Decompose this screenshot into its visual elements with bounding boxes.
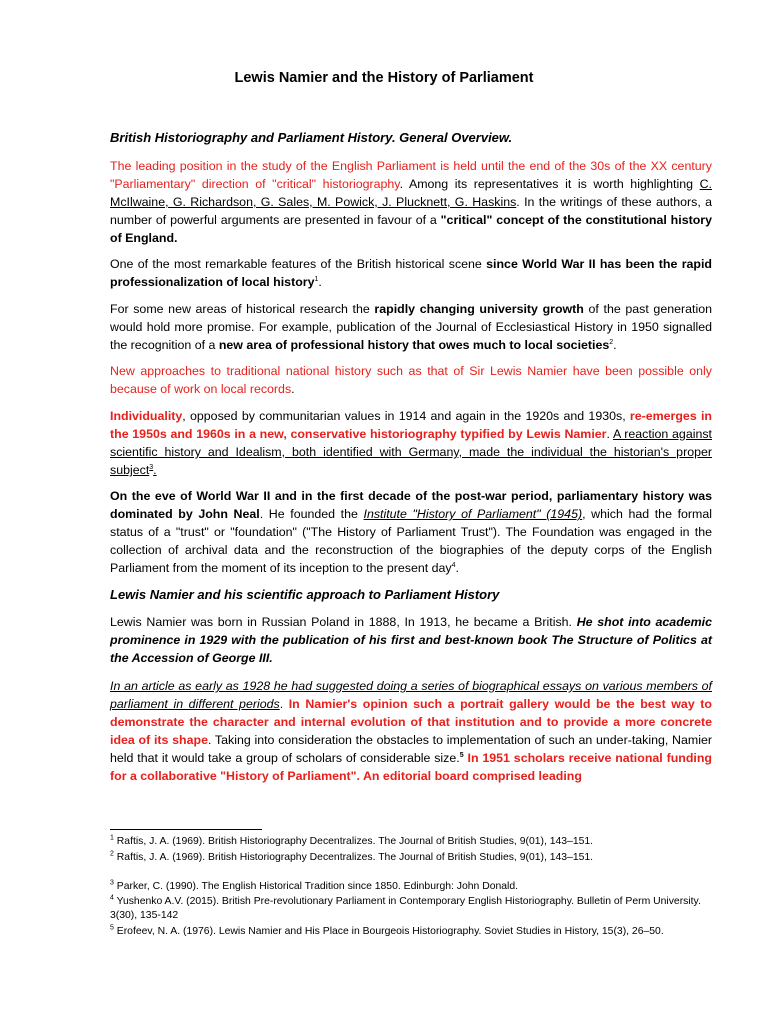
body-text: .: [279, 697, 289, 711]
footnote-text: Raftis, J. A. (1969). British Historiography Decentralizes. The Journal of British Studies, 9(01), 143–151.: [113, 852, 594, 863]
highlight-text: In Namier's opinion such a portrait gallery would be the best way to demonstrate the character and internal evolution of that institution and to provide a more concrete idea of its shape: [110, 697, 713, 747]
section-heading-overview: British Historiography and Parliament History. General Overview.: [110, 130, 513, 145]
bold-text: "critical" concept of the constitutional history of England.: [110, 213, 712, 245]
body-text: One of the most remarkable features of the British historical scene: [110, 257, 487, 271]
body-text: Lewis Namier was born in Russian Poland in 1888, In 1913, he became a British.: [110, 615, 577, 629]
footnote-1: [110, 835, 710, 849]
institute-name: Institute "History of Parliament" (1945): [363, 507, 583, 521]
paragraph-john-neal: [110, 487, 712, 577]
highlight-text: The leading position in the study of the English Parliament is held until the end of the 30s of the XX century "Parliamentary" direction of "critical" historiography: [110, 159, 712, 191]
underlined-italic-text: In an article as early as 1928 he had suggested doing a series of biographical essays on various members of parliament in different periods: [110, 679, 712, 711]
body-text: .: [291, 382, 295, 396]
bold-text: On the eve of World War II and in the first decade of the post-war period, parliamentary history was dominated by John Neal: [110, 489, 712, 521]
footnote-2: [110, 851, 710, 865]
body-text: , which had the formal status of a "trust" or "foundation" ("The History of Parliament Trust"). The Foundation was engaged in the collection of archival data and the reconstruction of the biographies of the deputy corps of the English Parliament from the moment of its inception to the present day: [110, 507, 713, 575]
highlight-text: In 1951 scholars receive national funding for a collaborative "History of Parliament". An editorial board comprised leading: [110, 751, 712, 783]
body-text: . He founded the: [259, 507, 364, 521]
bold-text: since World War II has been the rapid professionalization of local history: [110, 257, 713, 289]
footnote-ref: 4: [451, 561, 456, 569]
highlight-text: re-emerges in the 1950s and 1960s in a new, conservative historiography typified by Lewis Namier: [110, 409, 712, 441]
bold-text: new area of professional history that owes much to local societies: [218, 338, 610, 352]
author-names: C. McIlwaine, G. Richardson, G. Sales, M. Powick, J. Plucknett, G. Haskins: [110, 177, 712, 209]
footnote-number: 2: [110, 850, 114, 858]
section-heading-namier: Lewis Namier and his scientific approach to Parliament History: [110, 587, 500, 602]
footnote-text: Yushenko A.V. (2015). British Pre-revolutionary Parliament in Contemporary English Historiography. Bulletin of Perm University. 3(30), 135-142: [110, 896, 701, 921]
footnote-5: [110, 925, 710, 939]
footnote-ref: 5: [459, 751, 464, 759]
paragraph-individuality: [110, 407, 712, 479]
paragraph-local-history: [110, 255, 712, 291]
footnote-ref: 2: [609, 338, 614, 346]
paragraph-university-growth: [110, 300, 712, 354]
footnote-separator: [110, 829, 262, 830]
paragraph-portrait-gallery: [110, 677, 712, 785]
underlined-text: .: [153, 463, 157, 477]
footnote-text: Raftis, J. A. (1969). British Historiography Decentralizes. The Journal of British Studies, 9(01), 143–151.: [113, 836, 594, 847]
body-text: . Taking into consideration the obstacles to implementation of such an under-taking, Namier held that it would take a group of scholars of considerable size.: [110, 733, 712, 765]
body-text: .: [455, 561, 459, 575]
bold-italic-text: He shot into academic prominence in 1929 with the publication of his first and best-known book The Structure of Politics at the Accession of George III.: [110, 615, 712, 665]
footnote-number: 1: [110, 834, 114, 842]
body-text: of the past generation would hold more promise. For example, publication of the Journal of Ecclesiastical History in 1950 signalled the recognition of a: [110, 302, 712, 352]
highlight-text: New approaches to traditional national history such as that of Sir Lewis Namier have been possible only because of work on local records: [110, 364, 712, 396]
body-text: .: [318, 275, 322, 289]
footnote-ref: 3: [149, 463, 154, 471]
footnote-ref: 1: [314, 275, 319, 283]
paragraph-namier-bio: [110, 613, 712, 667]
footnote-number: 4: [110, 894, 114, 902]
footnote-3: [110, 880, 710, 894]
bold-text: rapidly changing university growth: [374, 302, 584, 316]
paragraph-critical-historiography: [110, 157, 712, 247]
page-title: Lewis Namier and the History of Parliament: [234, 70, 534, 86]
footnote-number: 3: [110, 879, 114, 887]
body-text: , opposed by communitarian values in 1914 and again in the 1920s and 1930s,: [182, 409, 630, 423]
underlined-text: A reaction against scientific history and Idealism, both identified with Germany, made the individual the historian's proper subject: [110, 427, 712, 477]
body-text: .: [613, 338, 617, 352]
highlight-text: Individuality: [110, 409, 183, 423]
paragraph-new-approaches: [110, 362, 712, 398]
footnote-4: [110, 895, 710, 923]
footnote-text: Erofeev, N. A. (1976). Lewis Namier and His Place in Bourgeois Historiography. Soviet Studies in History, 15(3), 26–50.: [113, 926, 664, 937]
footnote-number: 5: [110, 924, 114, 932]
body-text: . Among its representatives it is worth highlighting: [399, 177, 700, 191]
body-text: .: [606, 427, 613, 441]
footnote-text: Parker, C. (1990). The English Historical Tradition since 1850. Edinburgh: John Donald.: [113, 881, 519, 892]
body-text: For some new areas of historical research the: [110, 302, 375, 316]
body-text: . In the writings of these authors, a number of powerful arguments are presented in favour of a: [110, 195, 712, 227]
